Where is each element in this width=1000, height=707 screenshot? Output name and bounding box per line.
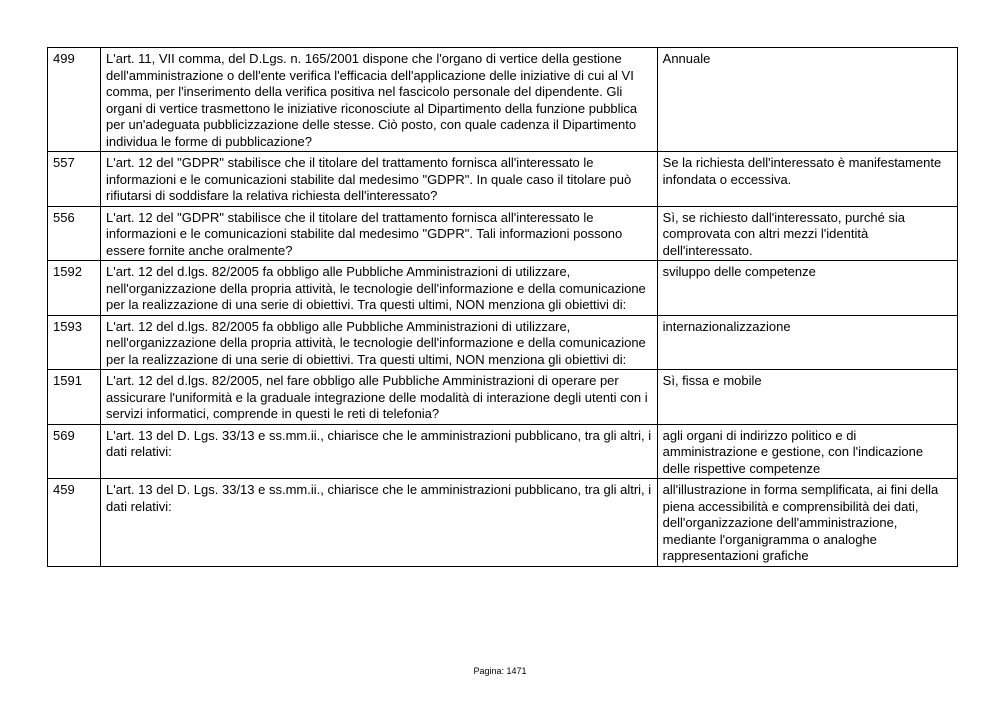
question-text: L'art. 13 del D. Lgs. 33/13 e ss.mm.ii., chiarisce che le amministrazioni pubblicano, tra gli altri, i dati relativi: [101, 424, 658, 479]
question-id: 1592 [48, 261, 101, 316]
question-id: 569 [48, 424, 101, 479]
answer-text: internazionalizzazione [657, 315, 957, 370]
table-row [48, 206, 958, 261]
question-id: 459 [48, 479, 101, 567]
table-row [48, 370, 958, 425]
question-id: 556 [48, 206, 101, 261]
table-row [48, 261, 958, 316]
table-row [48, 424, 958, 479]
question-text: L'art. 12 del d.lgs. 82/2005 fa obbligo alle Pubbliche Amministrazioni di utilizzare, nell'organizzazione della propria attività, le tecnologie dell'informazione e della comunicazione per la realizzazione di una serie di obiettivi. Tra questi ultimi, NON menziona gli obiettivi di: [101, 261, 658, 316]
questions-table-body [48, 48, 958, 567]
answer-text: Se la richiesta dell'interessato è manifestamente infondata o eccessiva. [657, 152, 957, 207]
question-id: 1593 [48, 315, 101, 370]
question-text: L'art. 11, VII comma, del D.Lgs. n. 165/2001 dispone che l'organo di vertice della gestione dell'amministrazione o dell'ente verifica l'efficacia dell'applicazione delle iniziative di cui al VI comma, per l'inserimento della verifica positiva nel fascicolo personale del dipendente. Gli organi di vertice trasmettono le iniziative riconosciute al Dipartimento della funzione pubblica per un'adeguata pubblicizzazione delle stesse. Ciò posto, con quale cadenza il Dipartimento individua le forme di pubblicazione? [101, 48, 658, 152]
question-id: 499 [48, 48, 101, 152]
question-text: L'art. 12 del d.lgs. 82/2005, nel fare obbligo alle Pubbliche Amministrazioni di operare per assicurare l'uniformità e la graduale integrazione delle modalità di interazione degli utenti con i servizi informatici, comprende in questi le reti di telefonia? [101, 370, 658, 425]
answer-text: sviluppo delle competenze [657, 261, 957, 316]
question-id: 1591 [48, 370, 101, 425]
page-number: Pagina: 1471 [473, 666, 527, 676]
question-text: L'art. 12 del "GDPR" stabilisce che il titolare del trattamento fornisca all'interessato le informazioni e le comunicazioni stabilite dal medesimo "GDPR". In quale caso il titolare può rifiutarsi di soddisfare la relativa richiesta dell'interessato? [101, 152, 658, 207]
answer-text: Sì, se richiesto dall'interessato, purché sia comprovata con altri mezzi l'identità dell'interessato. [657, 206, 957, 261]
table-row [48, 152, 958, 207]
answer-text: agli organi di indirizzo politico e di amministrazione e gestione, con l'indicazione delle rispettive competenze [657, 424, 957, 479]
questions-table [47, 47, 958, 567]
question-text: L'art. 13 del D. Lgs. 33/13 e ss.mm.ii., chiarisce che le amministrazioni pubblicano, tra gli altri, i dati relativi: [101, 479, 658, 567]
question-text: L'art. 12 del d.lgs. 82/2005 fa obbligo alle Pubbliche Amministrazioni di utilizzare, nell'organizzazione della propria attività, le tecnologie dell'informazione e della comunicazione per la realizzazione di una serie di obiettivi. Tra questi ultimi, NON menziona gli obiettivi di: [101, 315, 658, 370]
question-text: L'art. 12 del "GDPR" stabilisce che il titolare del trattamento fornisca all'interessato le informazioni e le comunicazioni stabilite dal medesimo "GDPR". Tali informazioni possono essere fornite anche oralmente? [101, 206, 658, 261]
table-row [48, 315, 958, 370]
answer-text: Annuale [657, 48, 957, 152]
table-row [48, 479, 958, 567]
question-id: 557 [48, 152, 101, 207]
answer-text: all'illustrazione in forma semplificata, ai fini della piena accessibilità e comprensibilità dei dati, dell'organizzazione dell'amministrazione, mediante l'organigramma o analoghe rappresentazioni grafiche [657, 479, 957, 567]
answer-text: Sì, fissa e mobile [657, 370, 957, 425]
table-row [48, 48, 958, 152]
